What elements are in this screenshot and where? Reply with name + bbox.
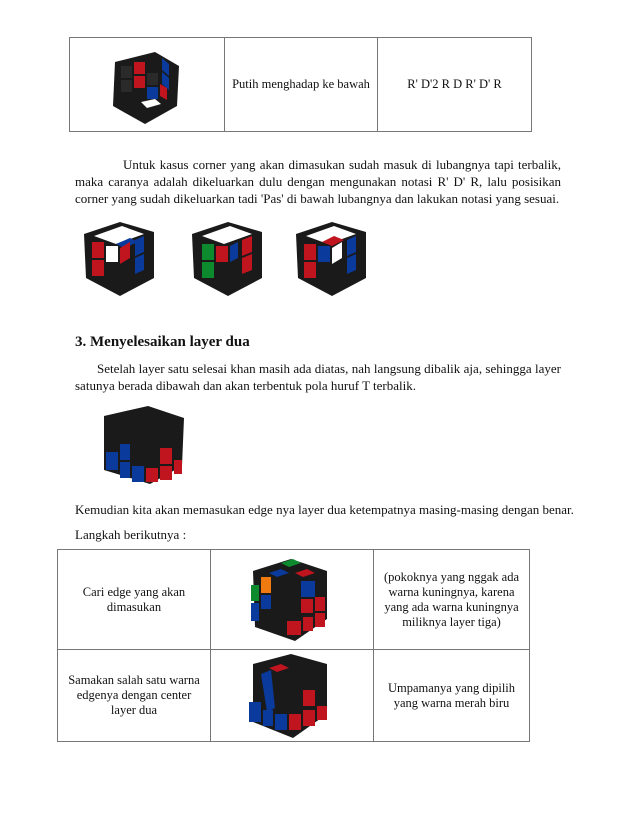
table-row xyxy=(58,650,530,742)
section-paragraph: Setelah layer satu selesai khan masih ada diatas, nah langsung dibalik aja, sehingga layer satunya berada dibawah dan akan terbentuk pola huruf T terbalik. xyxy=(75,361,561,393)
note-cell: (pokoknya yang nggak ada warna kuningnya, karena yang ada warna kuningnya miliknya layer tiga) xyxy=(374,550,530,650)
table-row xyxy=(58,550,530,650)
cube-image-cell xyxy=(70,38,225,132)
cube-inverted-t-image xyxy=(98,404,190,486)
cube-flipped-corner-3-image xyxy=(292,214,374,300)
paragraph-edge: Kemudian kita akan memasukan edge nya layer dua ketempatnya masing-masing dengan benar. xyxy=(75,502,574,517)
step-cell: Cari edge yang akan dimasukan xyxy=(58,550,211,650)
cube-find-edge-image xyxy=(247,555,337,645)
cube-match-center-image xyxy=(247,652,337,740)
steps-table xyxy=(57,549,530,742)
cube-image-cell xyxy=(211,550,374,650)
section-title: Menyelesaikan layer dua xyxy=(90,334,250,350)
section-number: 3. xyxy=(75,334,87,350)
notation-cell: R' D'2 R D R' D' R xyxy=(378,38,532,132)
paragraph-next-steps: Langkah berikutnya : xyxy=(75,527,187,542)
section-heading xyxy=(75,334,250,351)
cube-white-bottom-image xyxy=(107,44,187,126)
cube-flipped-corner-1-image xyxy=(80,214,162,300)
step-cell: Samakan salah satu warna edgenya dengan center layer dua xyxy=(58,650,211,742)
condition-cell: Putih menghadap ke bawah xyxy=(225,38,378,132)
cube-flipped-corner-2-image xyxy=(188,214,270,300)
cube-row xyxy=(80,214,380,300)
top-table xyxy=(69,37,532,132)
note-cell: Umpamanya yang dipilih yang warna merah biru xyxy=(374,650,530,742)
cube-image-cell xyxy=(211,650,374,742)
paragraph-flipped-corner: Untuk kasus corner yang akan dimasukan sudah masuk di lubangnya tapi terbalik, maka caranya adalah dikeluarkan dulu dengan mengunakan notasi R' D' R, lalu posisikan corner yang sudah dikeluarkan tadi 'Pas' di bawah lubangnya dan lakukan notasi yang sesuai. xyxy=(75,157,561,206)
